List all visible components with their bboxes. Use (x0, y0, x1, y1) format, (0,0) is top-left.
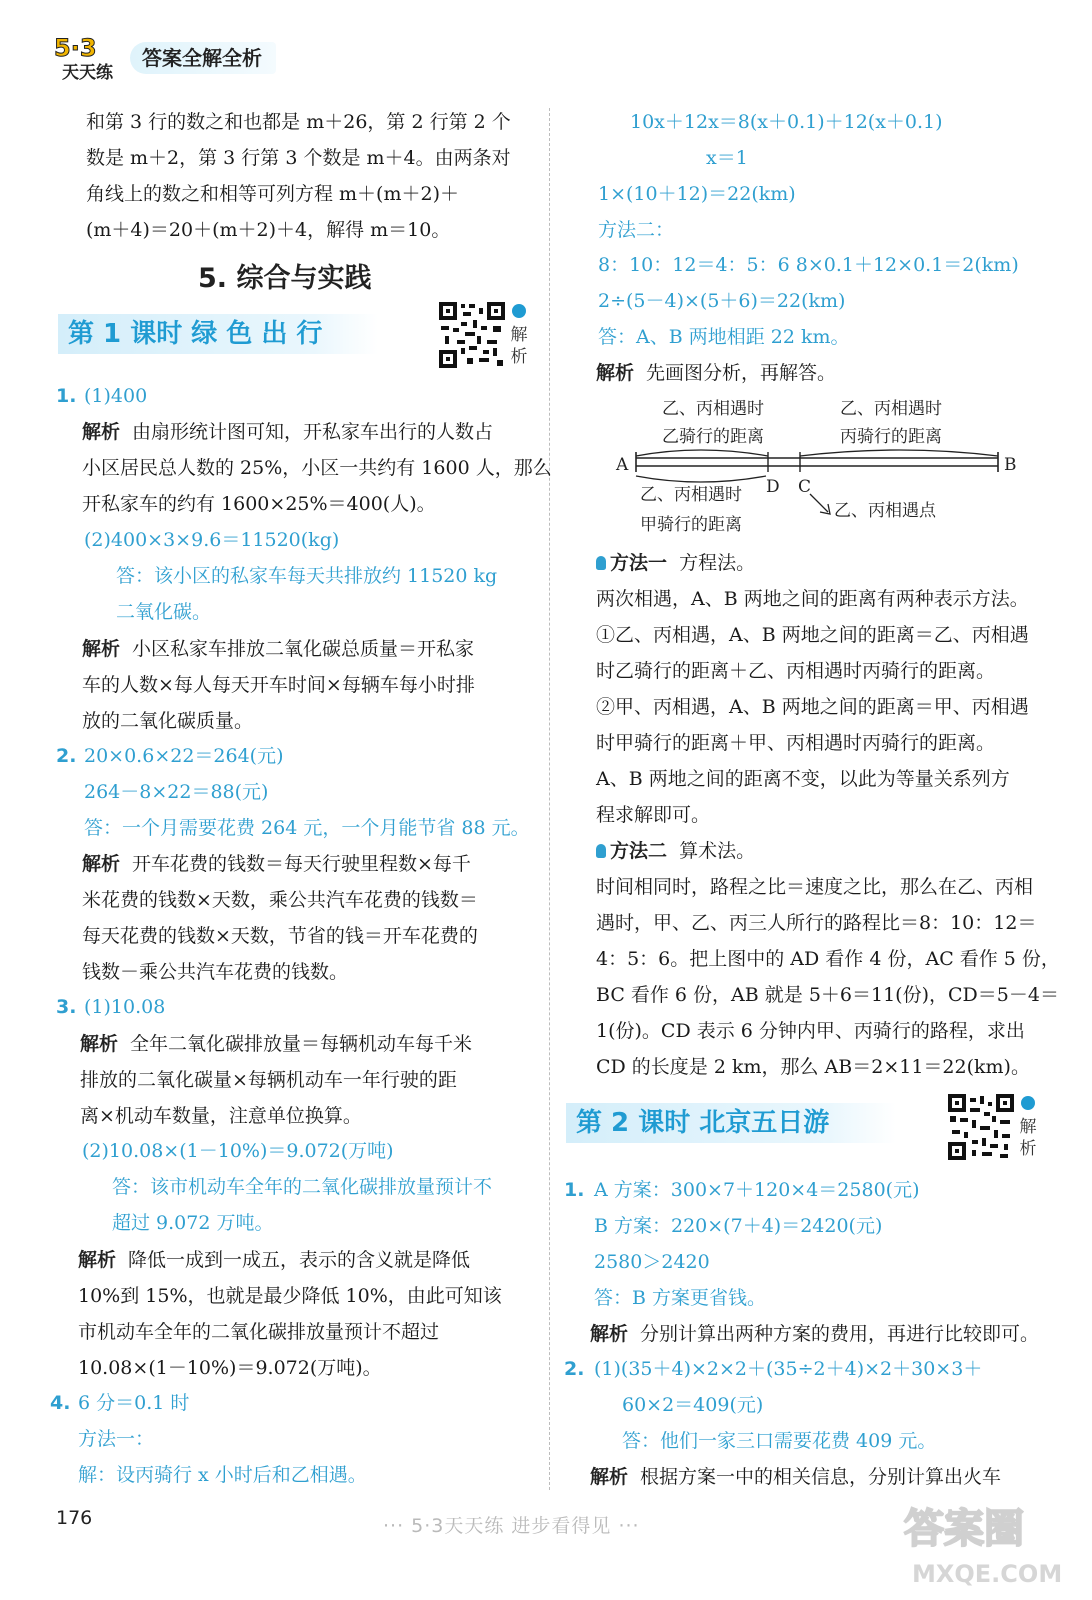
method-line: ②甲、丙相遇，A、B 两地之间的距离＝甲、丙相遇 (596, 696, 1029, 718)
explain-line: 离×机动车数量，注意单位换算。 (80, 1105, 362, 1127)
diagram-label: 乙、丙相遇时 (662, 399, 764, 419)
answer-line: 答：该小区的私家车每天共排放约 11520 kg (116, 565, 498, 587)
answer-line: 二氧化碳。 (116, 601, 212, 623)
bulb-icon (596, 844, 606, 858)
section-title: 5. 综合与实践 (198, 263, 372, 294)
explain-line: 小区居民总人数的 25%，小区一共约有 1600 人，那么 (82, 457, 552, 479)
brace-top-left (636, 450, 768, 456)
explain-line: 降低一成到一成五，表示的含义就是降低 (128, 1249, 471, 1271)
answer-line: 20×0.6×22＝264(元) (84, 745, 284, 767)
lesson-1-title: 第 1 课时 绿 色 出 行 (58, 314, 378, 354)
brace-bottom (636, 476, 766, 482)
line-segment-diagram (600, 390, 1040, 540)
intro-line: (m＋4)＝20＋(m＋2)＋4，解得 m＝10。 (86, 219, 451, 241)
answer-line: 解：设丙骑行 x 小时后和乙相遇。 (78, 1464, 367, 1486)
meet-arrow (810, 494, 828, 512)
play-icon[interactable] (512, 304, 526, 318)
point-a-label: A (616, 455, 629, 475)
answer-line: 超过 9.072 万吨。 (112, 1212, 274, 1234)
diagram-label: 甲骑行的距离 (640, 515, 742, 535)
diagram-label: 乙骑行的距离 (662, 427, 764, 447)
question-number: 3. (56, 996, 77, 1018)
question-number: 2. (564, 1358, 585, 1380)
brace-top-right (800, 450, 998, 456)
explain-line: 排放的二氧化碳量×每辆机动车一年行驶的距 (80, 1069, 457, 1091)
equation-line: 1×(10＋12)＝22(km) (598, 183, 796, 205)
point-b-label: B (1004, 455, 1017, 475)
answer-line: 答：该市机动车全年的二氧化碳排放量预计不 (112, 1176, 493, 1198)
answer-line: (1)10.08 (84, 996, 166, 1018)
explain-line: 小区私家车排放二氧化碳总质量＝开私家 (132, 638, 475, 660)
explain-keyword: 解析 (596, 362, 635, 384)
explain-line: 车的人数×每人每天开车时间×每辆车每小时排 (82, 674, 475, 696)
method-line: 时间相同时，路程之比＝速度之比，那么在乙、丙相 (596, 876, 1034, 898)
answer-line: (1)(35＋4)×2×2＋(35÷2＋4)×2＋30×3＋ (594, 1358, 983, 1380)
explain-line: 每天花费的钱数×天数，节省的钱＝开车花费的 (82, 925, 478, 947)
explain-line: 开私家车的约有 1600×25%＝400(人)。 (82, 493, 436, 515)
diagram-label: 丙骑行的距离 (840, 427, 942, 447)
method-line: 遇时，甲、乙、丙三人所行的路程比＝8：10：12＝ (596, 912, 1037, 934)
explain-keyword: 解析 (590, 1466, 629, 1488)
answer-line: 方法一： (78, 1428, 155, 1450)
method-line: 1(份)。CD 表示 6 分钟内甲、丙骑行的路程，求出 (596, 1020, 1025, 1042)
question-number: 2. (56, 745, 77, 767)
explain-line: 10%到 15%，也就是最少降低 10%，由此可知该 (78, 1285, 502, 1307)
diagram-label: 乙、丙相遇点 (834, 501, 936, 521)
explain-keyword: 解析 (82, 638, 121, 660)
intro-line: 角线上的数之和相等可列方程 m＋(m＋2)＋ (86, 183, 459, 205)
question-number: 4. (50, 1392, 71, 1414)
explain-line: 根据方案一中的相关信息，分别计算出火车 (640, 1466, 1002, 1488)
svg-text:5·3: 5·3 (54, 34, 97, 62)
method-line: 时甲骑行的距离＋甲、丙相遇时丙骑行的距离。 (596, 732, 996, 754)
method-line: CD 的长度是 2 km，那么 AB＝2×11＝22(km)。 (596, 1056, 1030, 1078)
equation-line: x＝1 (706, 147, 748, 169)
answer-line: 264－8×22＝88(元) (84, 781, 269, 803)
explain-line: 米花费的钱数×天数，乘公共汽车花费的钱数＝ (82, 889, 478, 911)
answer-line: 6 分＝0.1 时 (78, 1392, 190, 1414)
intro-line: 和第 3 行的数之和也都是 m＋26，第 2 行第 2 个 (86, 111, 511, 133)
explain-line: 钱数－乘公共汽车花费的钱数。 (82, 961, 349, 983)
explain-line: 先画图分析，再解答。 (646, 362, 837, 384)
method-line: A、B 两地之间的距离不变，以此为等量关系列方 (596, 768, 1010, 790)
equation-line: 2÷(5－4)×(5＋6)＝22(km) (598, 290, 846, 312)
method-line: BC 看作 6 份，AB 就是 5＋6＝11(份)，CD＝5－4＝ (596, 984, 1059, 1006)
answer-line: B 方案：220×(7＋4)＝2420(元) (594, 1215, 883, 1237)
point-d-label: D (766, 477, 780, 497)
question-number: 1. (564, 1179, 585, 1201)
svg-text:MXQE.COM: MXQE.COM (912, 1560, 1063, 1588)
diagram-label: 乙、丙相遇时 (840, 399, 942, 419)
point-c-label: C (798, 477, 812, 497)
diagram-label: 乙、丙相遇时 (640, 485, 742, 505)
question-number: 1. (56, 385, 77, 407)
brand-logo (52, 30, 128, 82)
answer-line: (1)400 (84, 385, 148, 407)
lesson-2-title: 第 2 课时 北京五日游 (566, 1103, 896, 1143)
answer-line: 答：A、B 两地相距 22 km。 (598, 326, 850, 348)
qr-label: 解析 (1019, 1117, 1037, 1159)
equation-line: 8：10：12＝4：5：6 8×0.1＋12×0.1＝2(km) (598, 254, 1019, 276)
method-line: ①乙、丙相遇，A、B 两地之间的距离＝乙、丙相遇 (596, 624, 1029, 646)
method-line: 程求解即可。 (596, 804, 711, 826)
method-2-heading: 方法二 算术法。 (596, 839, 755, 863)
qr-label: 解析 (510, 325, 528, 367)
answer-line: 60×2＝409(元) (622, 1394, 764, 1416)
explain-keyword: 解析 (82, 421, 121, 443)
svg-text:天天练: 天天练 (62, 63, 113, 82)
explain-keyword: 解析 (82, 853, 121, 875)
explain-keyword: 解析 (80, 1033, 119, 1055)
answer-line: (2)10.08×(1－10%)＝9.072(万吨) (82, 1140, 394, 1162)
site-watermark (900, 1490, 1070, 1590)
equation-line: 方法二： (598, 219, 675, 241)
answer-line: A 方案：300×7＋120×4＝2580(元) (594, 1179, 920, 1201)
qr-code-icon[interactable] (437, 300, 507, 370)
explain-keyword: 解析 (590, 1323, 629, 1345)
play-icon[interactable] (1021, 1096, 1035, 1110)
qr-code-icon[interactable] (946, 1092, 1016, 1162)
explain-line: 开车花费的钱数＝每天行驶里程数×每千 (132, 853, 471, 875)
bulb-icon (596, 556, 606, 570)
column-divider (549, 108, 550, 1490)
method-line: 时乙骑行的距离＋乙、丙相遇时丙骑行的距离。 (596, 660, 996, 682)
page-number: 176 (56, 1507, 93, 1529)
explain-line: 分别计算出两种方案的费用，再进行比较即可。 (640, 1323, 1040, 1345)
explain-line: 由扇形统计图可知，开私家车出行的人数占 (132, 421, 494, 443)
explain-line: 全年二氧化碳排放量＝每辆机动车每千米 (130, 1033, 473, 1055)
explain-line: 市机动车全年的二氧化碳排放量预计不超过 (78, 1321, 440, 1343)
answer-line: (2)400×3×9.6＝11520(kg) (84, 529, 340, 551)
answer-line: 答：一个月需要花费 264 元，一个月能节省 88 元。 (84, 817, 530, 839)
equation-line: 10x＋12x＝8(x＋0.1)＋12(x＋0.1) (630, 111, 943, 133)
header-label: 答案全解全析 (130, 42, 276, 74)
footer-slogan: ··· 5·3天天练 进步看得见 ··· (383, 1515, 640, 1537)
method-1-heading: 方法一 方程法。 (596, 551, 755, 575)
answer-line: 答：他们一家三口需要花费 409 元。 (622, 1430, 937, 1452)
svg-text:答案圈: 答案圈 (904, 1506, 1024, 1552)
explain-keyword: 解析 (78, 1249, 117, 1271)
method-line: 4：5：6。把上图中的 AD 看作 4 份，AC 看作 5 份， (596, 948, 1060, 970)
explain-line: 10.08×(1－10%)＝9.072(万吨)。 (78, 1357, 382, 1379)
method-line: 两次相遇，A、B 两地之间的距离有两种表示方法。 (596, 588, 1029, 610)
answer-line: 答：B 方案更省钱。 (594, 1287, 767, 1309)
answer-line: 2580＞2420 (594, 1251, 710, 1273)
explain-line: 放的二氧化碳质量。 (82, 710, 254, 732)
intro-line: 数是 m＋2，第 3 行第 3 个数是 m＋4。由两条对 (86, 147, 511, 169)
